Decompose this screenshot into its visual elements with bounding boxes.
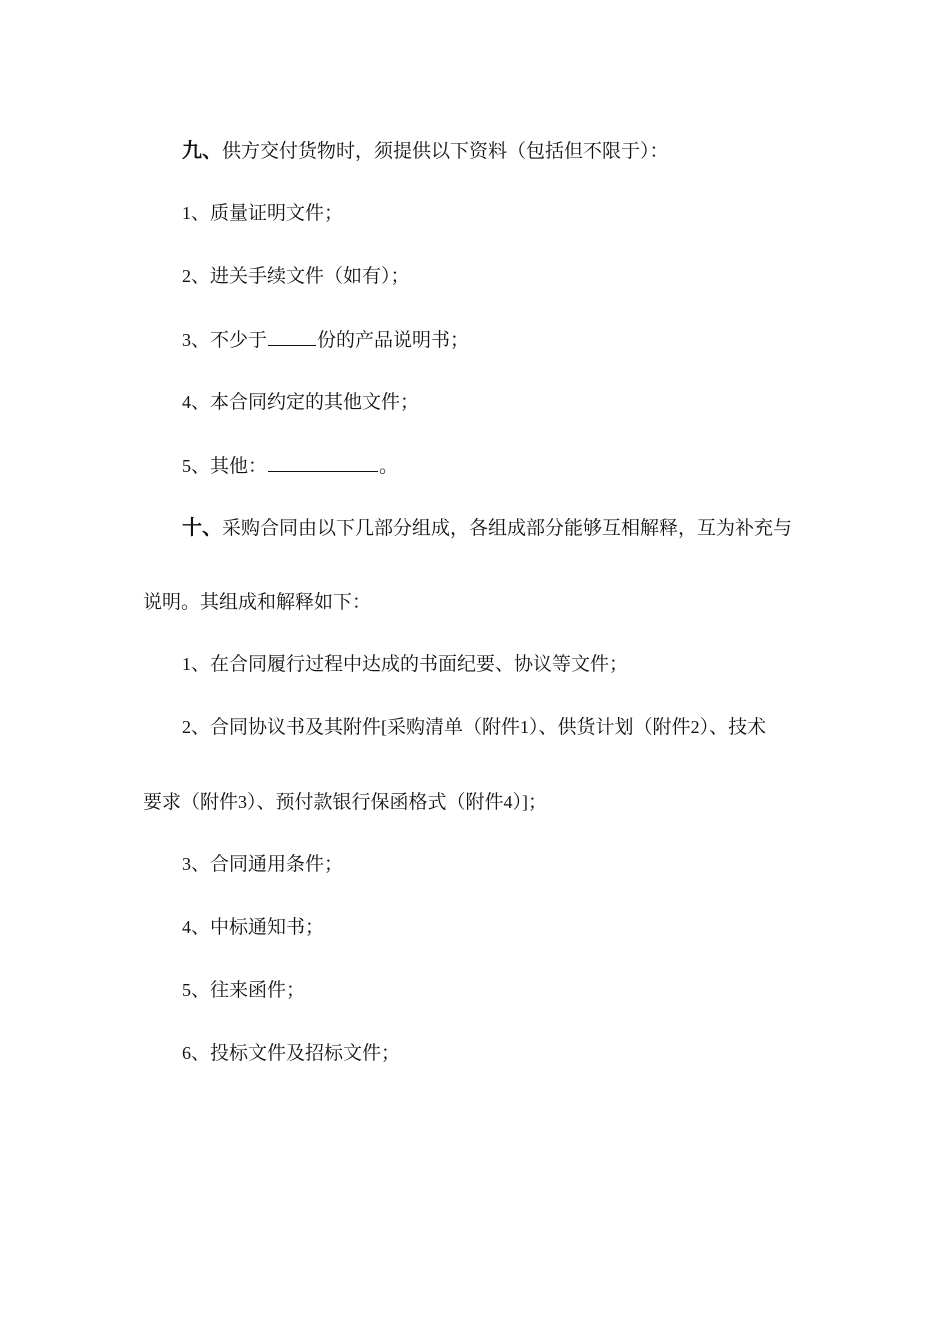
item-text: 要求（附件 <box>143 791 239 813</box>
list-item <box>182 451 398 480</box>
item-text-after-blank: 份的产品说明书； <box>317 329 470 351</box>
item-separator: 、 <box>191 1042 211 1064</box>
item-number: 6 <box>182 1043 191 1063</box>
list-item <box>182 650 628 678</box>
item-separator: 、 <box>191 329 211 351</box>
attachment-number: 4 <box>503 792 513 812</box>
item-number: 1 <box>182 654 191 674</box>
list-item-continuation <box>143 788 547 816</box>
item-text: 采购清单（附件 <box>387 716 521 738</box>
section-10-title: 采购合同由以下几部分组成，各组成部分能够互相解释，互为补充与 <box>222 517 793 539</box>
item-number: 3 <box>182 854 191 874</box>
section-10-heading <box>182 513 792 542</box>
item-separator: 、 <box>191 653 211 675</box>
item-separator: 、 <box>191 265 211 287</box>
list-item <box>182 713 766 741</box>
item-text: 进关手续文件（如有）； <box>210 265 410 287</box>
item-number: 3 <box>182 330 191 350</box>
item-text: 质量证明文件； <box>210 202 344 224</box>
attachment-number: 1 <box>520 717 530 737</box>
fill-in-blank <box>268 325 316 346</box>
item-number: 1 <box>182 203 191 223</box>
item-text: 合同通用条件； <box>210 853 344 875</box>
section-10-heading-continuation: 说明。其组成和解释如下： <box>143 591 372 613</box>
item-text: 合同协议书及其附件 <box>210 716 382 738</box>
section-9-number: 九、 <box>182 138 222 162</box>
item-text-before-blank: 其他： <box>210 455 268 477</box>
item-number: 2 <box>182 266 191 286</box>
list-item <box>182 913 324 941</box>
section-9-title: 供方交付货物时，须提供以下资料（包括但不限于）： <box>222 140 669 162</box>
open-bracket: [ <box>381 717 388 737</box>
list-item <box>182 325 469 354</box>
list-item <box>182 199 343 227</box>
item-text-after-blank: 。 <box>379 455 399 477</box>
item-separator: 、 <box>191 916 211 938</box>
item-separator: 、 <box>191 391 211 413</box>
fill-in-blank <box>268 451 378 472</box>
list-item <box>182 388 419 416</box>
item-separator: 、 <box>191 853 211 875</box>
list-item <box>182 976 305 1004</box>
item-number: 5 <box>182 456 191 476</box>
item-separator: 、 <box>191 979 211 1001</box>
item-text: ）、技术 <box>699 716 767 738</box>
item-separator: 、 <box>191 455 211 477</box>
item-separator: 、 <box>191 202 211 224</box>
item-text: 投标文件及招标文件； <box>210 1042 401 1064</box>
section-10-number: 十、 <box>182 515 222 539</box>
item-number: 4 <box>182 392 191 412</box>
item-text: ） <box>512 791 523 813</box>
item-number: 2 <box>182 717 191 737</box>
list-item <box>182 1039 400 1067</box>
item-text-before-blank: 不少于 <box>210 329 268 351</box>
section-9-heading <box>182 136 669 165</box>
item-text: ）、预付款银行保函格式（附件 <box>247 791 504 813</box>
item-number: 5 <box>182 980 191 1000</box>
item-number: 4 <box>182 917 191 937</box>
item-text: 本合同约定的其他文件； <box>210 391 420 413</box>
item-text: ）、供货计划（附件 <box>529 716 691 738</box>
close-bracket: ] <box>522 792 529 812</box>
item-separator: 、 <box>191 716 211 738</box>
item-text: 在合同履行过程中达成的书面纪要、协议等文件； <box>210 653 629 675</box>
item-text: 中标通知书； <box>210 916 325 938</box>
list-item <box>182 850 343 878</box>
item-text: 往来函件； <box>210 979 306 1001</box>
list-item <box>182 262 410 290</box>
attachment-number: 3 <box>238 792 248 812</box>
item-text: ； <box>528 791 548 813</box>
attachment-number: 2 <box>690 717 700 737</box>
